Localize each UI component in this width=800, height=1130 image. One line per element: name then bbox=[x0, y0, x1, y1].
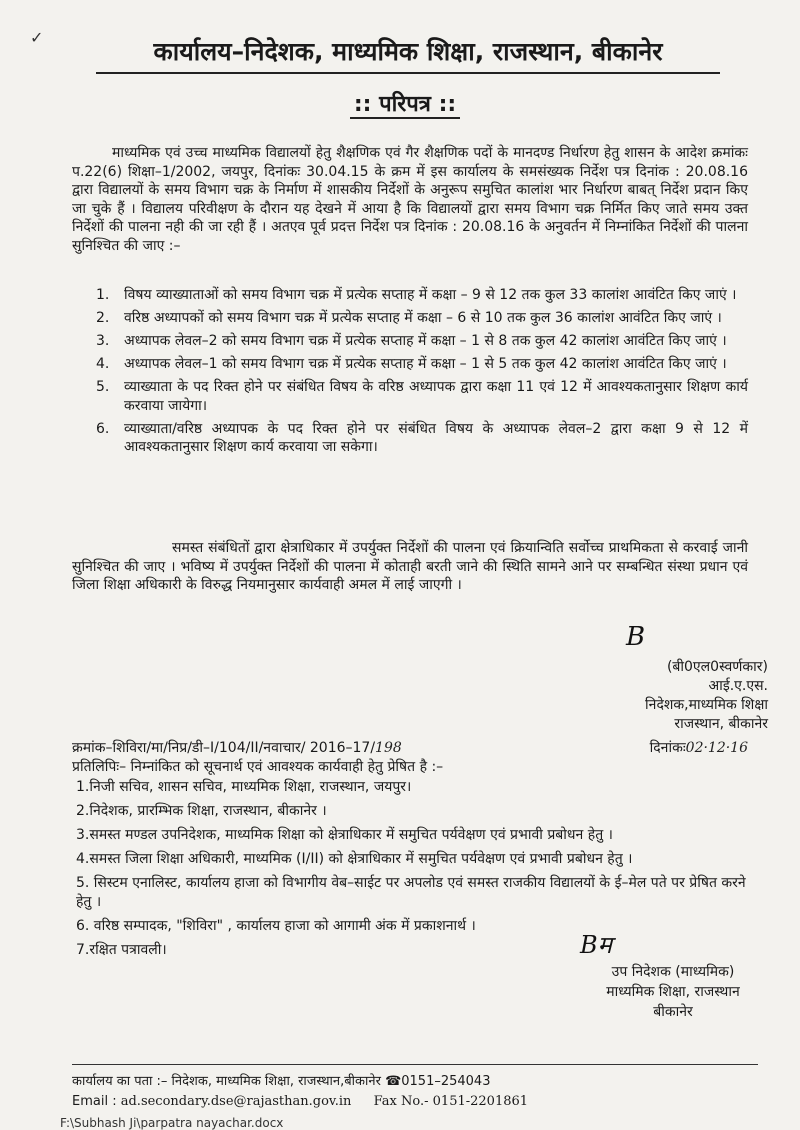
copy-to-item: 6. वरिष्ठ सम्पादक, "शिविरा" , कार्यालय हाजा को आगामी अंक में प्रकाशनार्थ । bbox=[76, 918, 476, 934]
copy-to-item: 1.निजी सचिव, शासन सचिव, माध्यमिक शिक्षा, राजस्थान, जयपुर। bbox=[76, 779, 412, 795]
footer-fax: Fax No.- 0151-2201861 bbox=[373, 1094, 529, 1109]
reference-number-handwritten: 198 bbox=[375, 740, 402, 756]
footer-address: कार्यालय का पता :– निदेशक, माध्यमिक शिक्षा, राजस्थान,बीकानेर bbox=[72, 1074, 381, 1089]
directive-list bbox=[72, 286, 748, 461]
copy-to-heading: प्रतिलिपिः– निम्नांकित को सूचनार्थ एवं आवश्यक कार्यवाही हेतु प्रेषित है :– bbox=[72, 759, 444, 775]
footer-phone: 0151–254043 bbox=[401, 1074, 491, 1089]
reference-date bbox=[650, 738, 748, 757]
footer-email: ad.secondary.dse@rajasthan.gov.in bbox=[120, 1094, 352, 1109]
footer-email-label: Email : bbox=[72, 1094, 117, 1109]
director-signature: B bbox=[626, 622, 646, 652]
directive-text: अध्यापक लेवल–2 को समय विभाग चक्र में प्रत्येक सप्ताह में कक्षा – 1 से 8 तक कुल 42 कालांश आवंटित किए जाएं । bbox=[124, 333, 727, 349]
directive-number: 6. bbox=[96, 420, 110, 437]
deputy-designation: उप निदेशक (माध्यमिक) bbox=[611, 964, 735, 980]
file-path: F:\Subhash Ji\parpatra nayachar.docx bbox=[60, 1116, 284, 1130]
directive-text: व्याख्याता के पद रिक्त होने पर संबंधित विषय के वरिष्ठ अध्यापक द्वारा कक्षा 11 एवं 12 में आवश्यकतानुसार शिक्षण कार्य करवाया जायेगा। bbox=[124, 379, 748, 414]
title-text: :: परिपत्र :: bbox=[350, 92, 460, 119]
document-title bbox=[330, 88, 480, 118]
date-handwritten: 02·12·16 bbox=[685, 740, 748, 756]
reference-number: क्रमांक–शिविरा/मा/निप्र/डी–I/104/II/नवाचार/ 2016–17/ bbox=[72, 740, 376, 756]
footer-address-row bbox=[72, 1072, 758, 1092]
deputy-signature: Bम bbox=[580, 931, 612, 959]
footer bbox=[72, 1072, 758, 1112]
telephone-icon: ☎ bbox=[385, 1074, 402, 1089]
corner-mark: ✓ bbox=[30, 28, 44, 47]
directive-number: 4. bbox=[96, 356, 110, 372]
directive-number: 5. bbox=[96, 379, 110, 395]
deputy-place: बीकानेर bbox=[653, 1004, 693, 1020]
reference-row bbox=[72, 738, 748, 757]
directive-item bbox=[72, 355, 748, 374]
directive-number: 3. bbox=[96, 333, 110, 349]
copy-to-item: 5. सिस्टम एनालिस्ट, कार्यालय हाजा को विभागीय वेब–साईट पर अपलोड एवं समस्त राजकीय विद्यालयों के ई–मेल पते पर प्रेषित करने हेतु । bbox=[76, 875, 746, 910]
directive-text: वरिष्ठ अध्यापकों को समय विभाग चक्र में प्रत्येक सप्ताह में कक्षा – 6 से 10 तक कुल 36 कालांश आवंटित किए जाएं । bbox=[124, 310, 722, 326]
deputy-department: माध्यमिक शिक्षा, राजस्थान bbox=[606, 984, 740, 1000]
office-header: कार्यालय–निदेशक, माध्यमिक शिक्षा, राजस्थान, बीकानेर bbox=[96, 34, 720, 74]
copy-to-list bbox=[76, 778, 748, 965]
directive-text: व्याख्याता/वरिष्ठ अध्यापक के पद रिक्त होने पर संबंधित विषय के अध्यापक लेवल–2 द्वारा कक्षा 9 से 12 में आवश्यकतानुसार शिक्षण कार्य करवाया जा सकेगा। bbox=[124, 420, 748, 455]
directive-item bbox=[72, 309, 748, 328]
director-service: आई.ए.एस. bbox=[708, 678, 768, 694]
footer-divider bbox=[72, 1064, 758, 1065]
copy-to-item: 2.निदेशक, प्रारम्भिक शिक्षा, राजस्थान, बीकानेर । bbox=[76, 803, 327, 819]
directive-text: विषय व्याख्याताओं को समय विभाग चक्र में प्रत्येक सप्ताह में कक्षा – 9 से 12 तक कुल 33 कालांश आवंटित किए जाएं । bbox=[124, 287, 737, 303]
directive-number: 1. bbox=[96, 287, 110, 303]
directive-number: 2. bbox=[96, 310, 110, 326]
date-label: दिनांकः bbox=[649, 740, 686, 756]
director-place: राजस्थान, बीकानेर bbox=[674, 716, 768, 732]
intro-paragraph: माध्यमिक एवं उच्च माध्यमिक विद्यालयों हेतु शैक्षणिक एवं गैर शैक्षणिक पदों के मानदण्ड निर्धारण हेतु शासन के आदेश क्रमांकः प.22(6) शिक्षा–1/2002, जयपुर, दिनांकः 30.04.15 के क्रम में इस कार्यालय के समसंख्यक निर्देश पत्र दिनांक : 20.08.16 द्वारा विद्यालयों के समय विभाग चक्र के निर्माण में शासकीय निर्देशों के अनुरूप समुचित कालांश भार निर्धारण बाबत् निर्देश प्रदान किए जा चुके हैं । विद्यालय परिवीक्षण के दौरान यह देखने में आया है कि विद्यालयों द्वारा समय विभाग चक्र निर्मित किए जाते समय उक्त निर्देशों की पालना नही की जा रही हैं । अतएव पूर्व प्रदत्त निर्देश पत्र दिनांक : 20.08.16 के अनुवर्तन में निम्नांकित निर्देशों की पालना सुनिश्चित की जाए :– bbox=[72, 145, 748, 254]
directive-item bbox=[72, 332, 748, 351]
directive-item bbox=[72, 286, 748, 305]
copy-to-item: 7.रक्षित पत्रावली। bbox=[76, 942, 167, 958]
director-signature-block bbox=[645, 658, 768, 734]
director-designation: निदेशक,माध्यमिक शिक्षा bbox=[645, 697, 768, 713]
directive-item bbox=[72, 378, 748, 415]
closing-paragraph: समस्त संबंधितों द्वारा क्षेत्राधिकार में उपर्युक्त निर्देशों की पालना एवं क्रियान्विति सर्वोच्च प्राथमिकता से करवाई जानी सुनिश्चित की जाए । भविष्य में उपर्युक्त निर्देशों की पालना में कोताही बरती जाने की स्थिति सामने आने पर सम्बन्धित संस्था प्रधान एवं जिला शिक्षा अधिकारी के विरुद्ध नियमानुसार कार्यवाही अमल में लाई जाएगी । bbox=[72, 540, 748, 593]
directive-item bbox=[72, 420, 748, 457]
footer-email-row bbox=[72, 1092, 758, 1112]
deputy-signature-block bbox=[588, 962, 758, 1022]
copy-to-item: 3.समस्त मण्डल उपनिदेशक, माध्यमिक शिक्षा को क्षेत्राधिकार में समुचित पर्यवेक्षण एवं प्रभावी प्रबोधन हेतु । bbox=[76, 827, 613, 843]
director-name: (बी0एल0स्वर्णकार) bbox=[666, 659, 768, 675]
copy-to-item: 4.समस्त जिला शिक्षा अधिकारी, माध्यमिक (I/II) को क्षेत्राधिकार में समुचित पर्यवेक्षण एवं प्रभावी प्रबोधन हेतु । bbox=[76, 851, 633, 867]
directive-text: अध्यापक लेवल–1 को समय विभाग चक्र में प्रत्येक सप्ताह में कक्षा – 1 से 5 तक कुल 42 कालांश आवंटित किए जाएं । bbox=[124, 356, 727, 372]
